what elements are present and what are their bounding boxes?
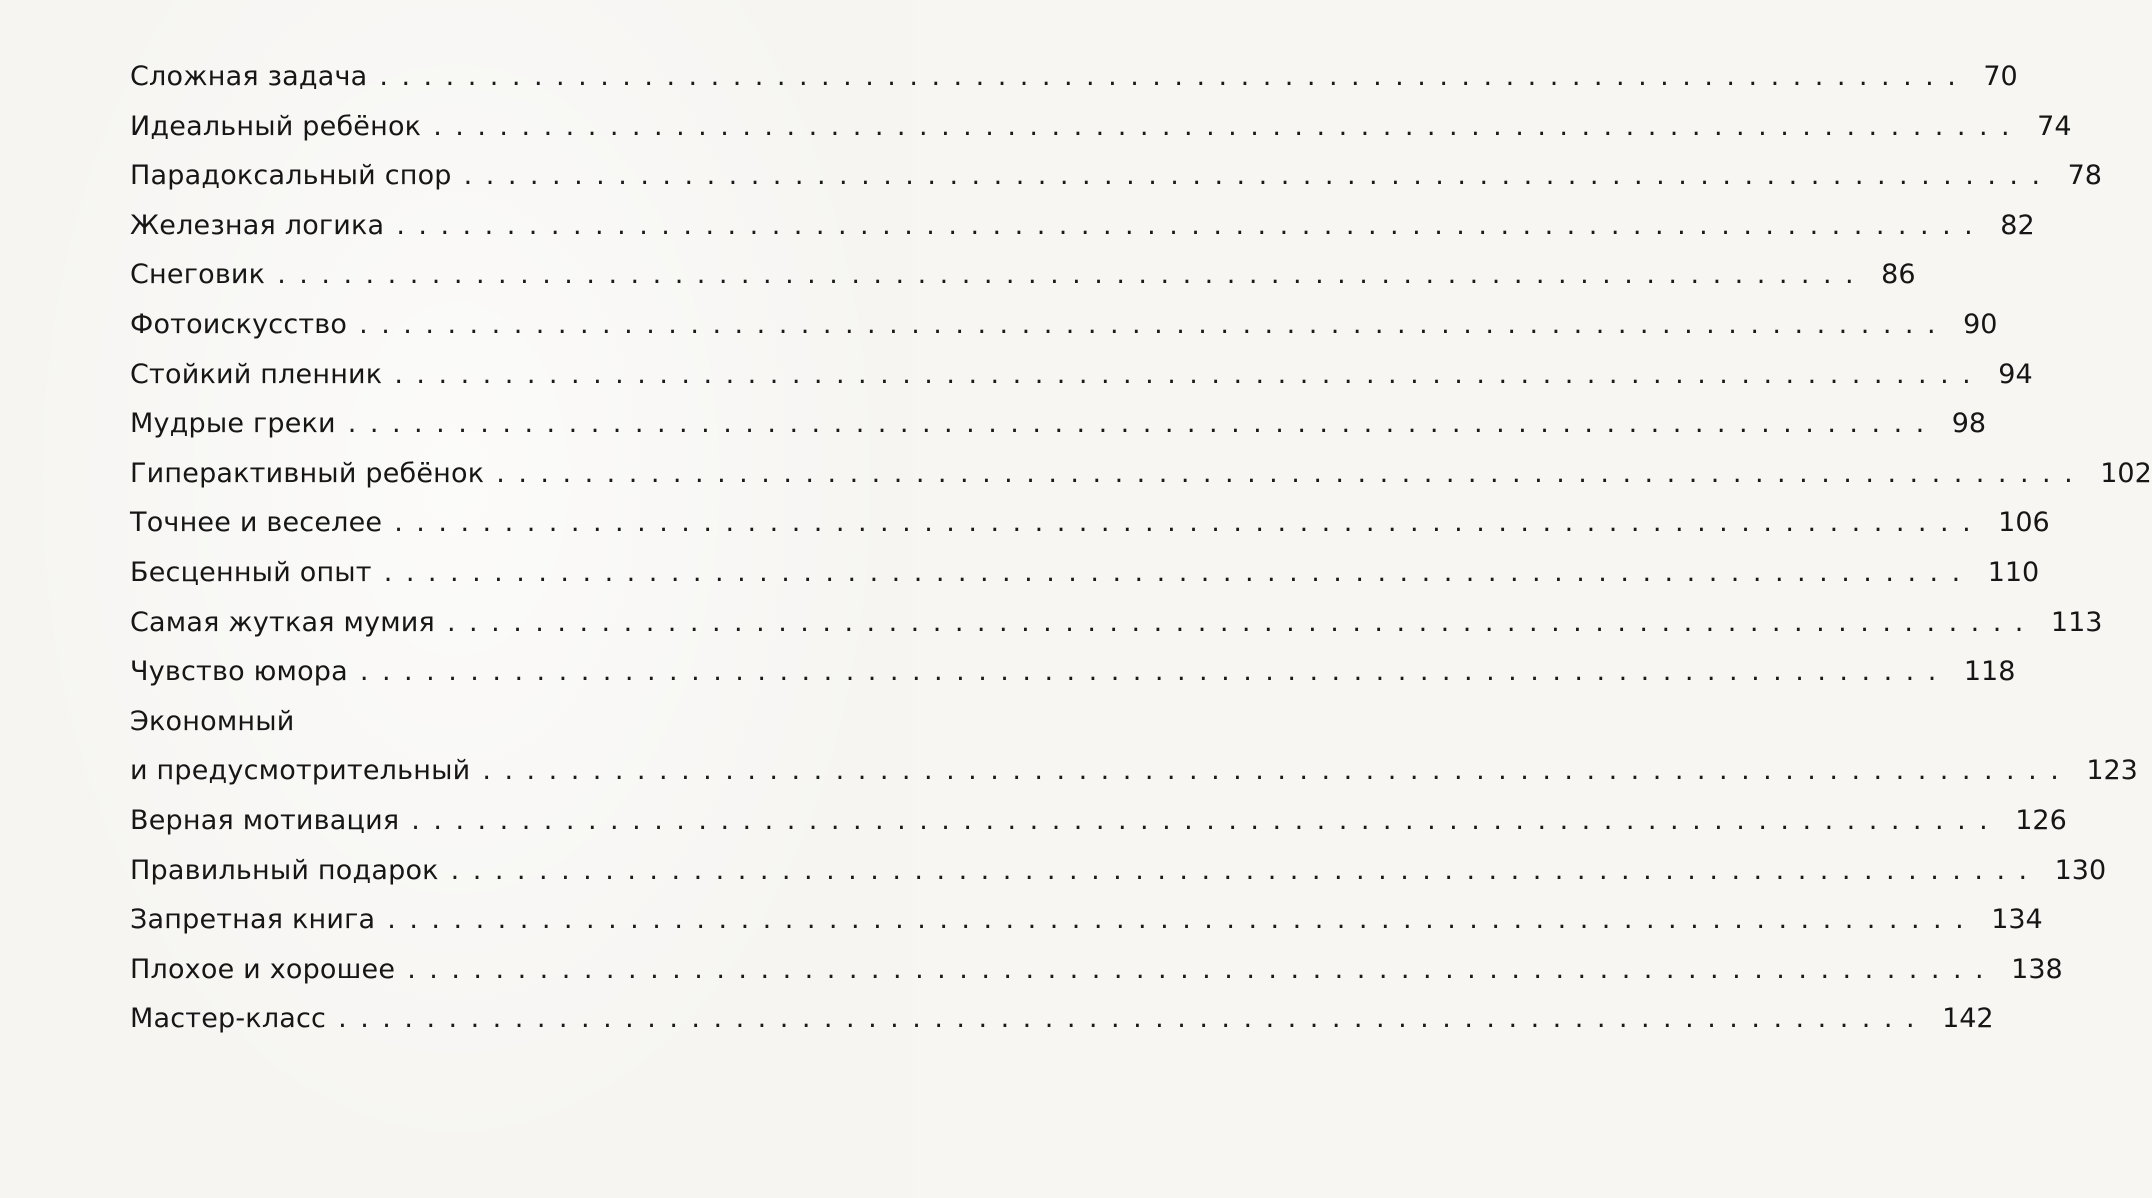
toc-entry xyxy=(130,697,2138,796)
toc-entry xyxy=(130,151,2102,201)
toc-entry-title: Точнее и веселее xyxy=(130,507,383,539)
toc-entry xyxy=(130,52,2018,102)
toc-entry-page: 78 xyxy=(2067,160,2102,192)
toc-entry-title: Мастер-класс xyxy=(130,1003,327,1035)
toc-entry-page: 113 xyxy=(2050,606,2103,638)
toc-entry-page: 94 xyxy=(1998,358,2033,390)
dot-leader: ........................................................................ xyxy=(383,556,1974,588)
toc-entry-page: 86 xyxy=(1881,259,1916,291)
toc-entry xyxy=(130,796,2067,846)
toc-entry xyxy=(130,250,1916,300)
dot-leader: ........................................................................ xyxy=(450,854,2041,886)
dot-leader: ........................................................................ xyxy=(411,804,2002,836)
toc-entry-title: Чувство юмора xyxy=(130,656,348,688)
dot-leader: ........................................................................ xyxy=(379,61,1970,92)
toc-entry xyxy=(130,598,2103,648)
toc-entry-page: 118 xyxy=(1963,656,2016,688)
dot-leader: ........................................................................ xyxy=(463,160,2054,192)
toc-entry xyxy=(130,548,2040,598)
toc-entry-page: 126 xyxy=(2015,804,2067,836)
toc-entry xyxy=(130,647,2016,697)
toc-entry-page: 70 xyxy=(1983,61,2018,92)
toc-entry-page: 90 xyxy=(1963,308,1998,340)
dot-leader: ........................................................................ xyxy=(482,755,2073,787)
dot-leader: ........................................................................ xyxy=(277,259,1868,291)
toc-entry-title: Правильный подарок xyxy=(130,854,439,886)
toc-entry xyxy=(130,945,2063,995)
toc-entry xyxy=(130,300,1998,350)
dot-leader: ........................................................................ xyxy=(359,656,1950,688)
toc-entry-title: Мудрые греки xyxy=(130,408,336,440)
toc-entry-title: Самая жуткая мумия xyxy=(130,606,435,638)
toc-entry xyxy=(130,498,2050,548)
toc-entry-title: Парадоксальный спор xyxy=(130,160,452,192)
dot-leader: ........................................................................ xyxy=(433,110,2024,142)
toc-entry xyxy=(130,102,2072,152)
table-of-contents xyxy=(130,52,2152,1044)
toc-entry xyxy=(130,895,2043,945)
toc-entry-title: Идеальный ребёнок xyxy=(130,110,422,142)
toc-entry-title: Гиперактивный ребёнок xyxy=(130,457,485,489)
dot-leader: ........................................................................ xyxy=(338,1003,1929,1035)
toc-entry-page: 110 xyxy=(1987,556,2040,588)
toc-entry xyxy=(130,994,1994,1044)
toc-entry-page: 74 xyxy=(2037,110,2072,142)
toc-entry-title: Фотоискусство xyxy=(130,308,348,340)
toc-entry xyxy=(130,449,2152,499)
toc-entry-title: Верная мотивация xyxy=(130,804,400,836)
toc-entry-title: Плохое и хорошее xyxy=(130,953,396,985)
toc-entry-title: Снеговик xyxy=(130,259,266,291)
dot-leader: ........................................................................ xyxy=(359,308,1950,340)
toc-entry xyxy=(130,201,2035,251)
dot-leader: ........................................................................ xyxy=(407,953,1998,985)
toc-entry-page: 98 xyxy=(1951,408,1987,440)
toc-entry-title-line2: и предусмотрительный xyxy=(130,755,471,787)
toc-entry xyxy=(130,846,2107,896)
dot-leader: ........................................................................ xyxy=(387,904,1978,936)
toc-entry-page: 134 xyxy=(1991,904,2043,936)
toc-entry-page: 106 xyxy=(1998,507,2050,539)
dot-leader: ........................................................................ xyxy=(394,507,1985,539)
dot-leader: ........................................................................ xyxy=(396,209,1987,241)
toc-entry-title: Стойкий пленник xyxy=(130,358,383,390)
dot-leader: ........................................................................ xyxy=(347,408,1938,440)
toc-entry-page: 102 xyxy=(2100,457,2152,489)
dot-leader: ........................................................................ xyxy=(496,457,2087,489)
toc-entry xyxy=(130,350,2033,400)
toc-entry-page: 130 xyxy=(2054,854,2107,886)
toc-entry-title: Бесценный опыт xyxy=(130,556,372,588)
toc-entry-page: 82 xyxy=(2000,209,2035,241)
toc-entry xyxy=(130,399,1987,449)
toc-entry-title: Запретная книга xyxy=(130,904,376,936)
toc-entry-title: Сложная задача xyxy=(130,61,368,92)
toc-entry-title-line1: Экономный xyxy=(130,705,295,737)
toc-entry-title: Железная логика xyxy=(130,209,385,241)
dot-leader: ........................................................................ xyxy=(446,606,2037,638)
toc-entry-page: 142 xyxy=(1942,1003,1994,1035)
dot-leader: ........................................................................ xyxy=(394,358,1985,390)
toc-entry-page: 123 xyxy=(2086,755,2138,787)
toc-entry-page: 138 xyxy=(2011,953,2063,985)
